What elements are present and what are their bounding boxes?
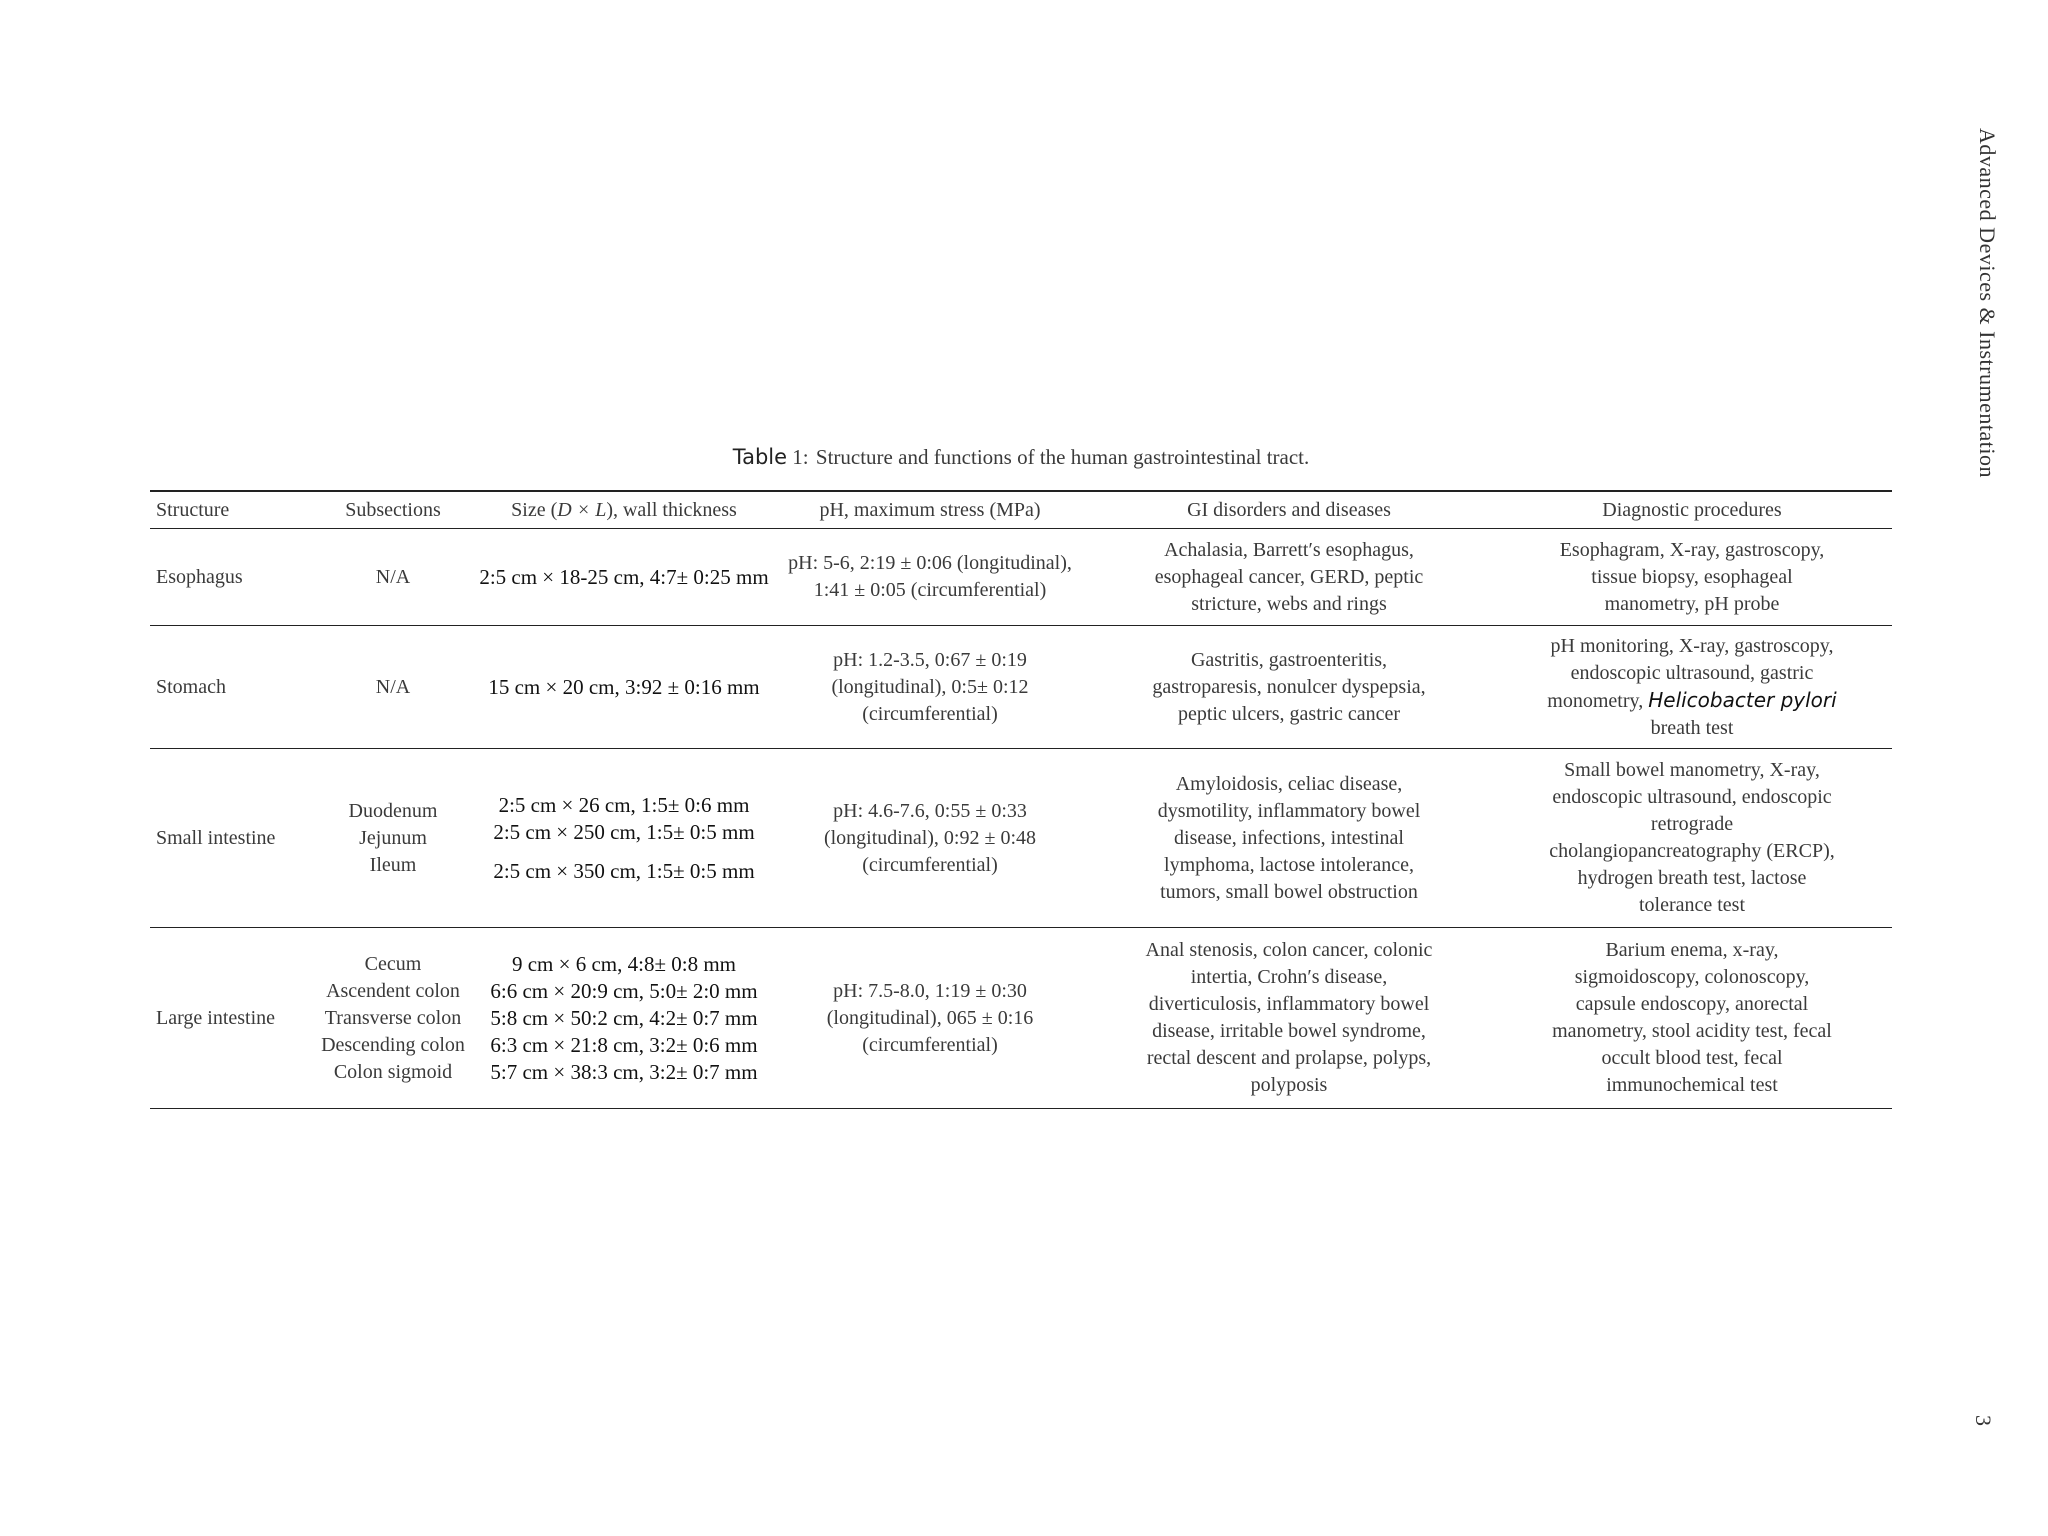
running-head: Advanced Devices & Instrumentation: [1975, 128, 2000, 478]
cell-diagnostics: [1492, 928, 1892, 1109]
disorders-line: peptic ulcers, gastric cancer: [1177, 702, 1401, 725]
disorders-line: esophageal cancer, GERD, peptic: [1154, 565, 1424, 588]
disorders-line: diverticulosis, inflammatory bowel: [1148, 993, 1430, 1015]
cell-disorders: [1086, 928, 1492, 1109]
cell-structure: Large intestine: [150, 928, 312, 1109]
table-row-large-intestine: [150, 928, 1892, 1109]
header-subsections: Subsections: [312, 491, 474, 529]
diagnostics-line: manometry, pH probe: [1604, 592, 1780, 615]
cell-size: [474, 529, 774, 626]
disorders-line: lymphoma, lactose intolerance,: [1164, 853, 1414, 876]
cell-structure: Stomach: [150, 626, 312, 749]
disorders-line: gastroparesis, nonulcer dyspepsia,: [1152, 675, 1426, 698]
diagnostics-line: Esophagram, X-ray, gastroscopy,: [1559, 538, 1825, 561]
diagnostics-line: hydrogen breath test, lactose: [1577, 867, 1807, 889]
page-number: 3: [1971, 1415, 1996, 1426]
cell-ph: [774, 626, 1086, 749]
ph-line: pH: 1.2-3.5, 0:67 ± 0:19: [833, 648, 1027, 671]
header-ph: pH, maximum stress (MPa): [774, 491, 1086, 529]
table-caption-number: 1:: [792, 445, 809, 469]
size-line: 6:3 cm × 21:8 cm, 3:2± 0:6 mm: [490, 1032, 758, 1057]
header-disorders: GI disorders and diseases: [1086, 491, 1492, 529]
cell-disorders: [1086, 749, 1492, 928]
disorders-line: tumors, small bowel obstruction: [1160, 880, 1418, 903]
header-size-suffix: ), wall thickness: [606, 498, 737, 521]
diagnostics-line: immunochemical test: [1606, 1074, 1778, 1096]
ph-line: (circumferential): [862, 853, 998, 876]
subsection-line: Duodenum: [348, 799, 438, 822]
ph-line: (longitudinal), 065 ± 0:16: [826, 1006, 1034, 1029]
table-row-stomach: [150, 626, 1892, 749]
size-line: 5:7 cm × 38:3 cm, 3:2± 0:7 mm: [490, 1059, 758, 1084]
disorders-line: Achalasia, Barrett′s esophagus,: [1164, 538, 1414, 561]
cell-size: [474, 928, 774, 1109]
cell-diagnostics: [1492, 626, 1892, 749]
table-caption: [150, 443, 1892, 471]
cell-diagnostics: [1492, 749, 1892, 928]
disorders-line: Anal stenosis, colon cancer, colonic: [1145, 939, 1433, 961]
spacer: [474, 846, 774, 858]
size-line: 9 cm × 6 cm, 4:8± 0:8 mm: [511, 951, 737, 976]
header-size: [474, 491, 774, 529]
size-line: 6:6 cm × 20:9 cm, 5:0± 2:0 mm: [490, 978, 758, 1003]
size-line: 2:5 cm × 18-25 cm, 4:7± 0:25 mm: [479, 564, 769, 589]
table-row-small-intestine: [150, 749, 1892, 928]
diagnostics-line: tolerance test: [1638, 894, 1746, 916]
subsection-line: Transverse colon: [324, 1006, 462, 1029]
subsection-line: Ileum: [369, 853, 417, 876]
diagnostics-line: manometry, stool acidity test, fecal: [1552, 1020, 1832, 1042]
size-line: 2:5 cm × 250 cm, 1:5± 0:5 mm: [493, 819, 755, 844]
header-size-prefix: Size (: [511, 498, 558, 521]
cell-size: [474, 749, 774, 928]
diagnostics-line: capsule endoscopy, anorectal: [1575, 993, 1809, 1015]
cell-diagnostics: [1492, 529, 1892, 626]
size-line: 5:8 cm × 50:2 cm, 4:2± 0:7 mm: [490, 1005, 758, 1030]
cell-subsections: [312, 749, 474, 928]
cell-size: [474, 626, 774, 749]
size-line: 2:5 cm × 350 cm, 1:5± 0:5 mm: [493, 858, 755, 883]
subsection-line: Cecum: [364, 952, 422, 975]
disorders-line: dysmotility, inflammatory bowel: [1157, 799, 1421, 822]
disorders-line: disease, irritable bowel syndrome,: [1152, 1020, 1426, 1042]
diagnostics-line: retrograde: [1650, 813, 1734, 835]
cell-ph: [774, 749, 1086, 928]
cell-structure: Small intestine: [150, 749, 312, 928]
ph-line: pH: 4.6-7.6, 0:55 ± 0:33: [833, 799, 1027, 822]
disorders-line: intertia, Crohn′s disease,: [1190, 966, 1388, 988]
gi-tract-table: [150, 490, 1892, 1109]
diagnostics-line: cholangiopancreatography (ERCP),: [1549, 840, 1835, 862]
cell-structure: Esophagus: [150, 529, 312, 626]
cell-subsections: N/A: [312, 529, 474, 626]
disorders-line: polyposis: [1250, 1074, 1328, 1096]
size-line: 2:5 cm × 26 cm, 1:5± 0:6 mm: [498, 792, 750, 817]
subsection-line: Ascendent colon: [326, 979, 460, 1002]
diagnostics-species-name: Helicobacter pylori: [1648, 687, 1837, 712]
cell-ph: [774, 928, 1086, 1109]
ph-line: (circumferential): [862, 1033, 998, 1056]
diagnostics-line: Barium enema, x-ray,: [1605, 939, 1779, 961]
table-caption-label: Table: [732, 445, 788, 469]
diagnostics-line: Small bowel manometry, X-ray,: [1564, 759, 1820, 781]
disorders-line: Gastritis, gastroenteritis,: [1190, 648, 1388, 671]
subsection-line: Descending colon: [321, 1033, 465, 1056]
cell-subsections: [312, 928, 474, 1109]
cell-disorders: [1086, 529, 1492, 626]
diagnostics-text: monometry,: [1547, 689, 1644, 712]
cell-subsections: N/A: [312, 626, 474, 749]
ph-line: (circumferential): [862, 702, 998, 725]
diagnostics-line: occult blood test, fecal: [1601, 1047, 1783, 1069]
diagnostics-line: endoscopic ultrasound, endoscopic: [1552, 786, 1832, 808]
disorders-line: rectal descent and prolapse, polyps,: [1146, 1047, 1432, 1069]
ph-line: pH: 5-6, 2:19 ± 0:06 (longitudinal),: [788, 552, 1072, 574]
table-row-esophagus: [150, 529, 1892, 626]
cell-ph: [774, 529, 1086, 626]
diagnostics-line: endoscopic ultrasound, gastric: [1570, 661, 1814, 684]
ph-line: pH: 7.5-8.0, 1:19 ± 0:30: [833, 979, 1027, 1002]
size-line: 15 cm × 20 cm, 3:92 ± 0:16 mm: [488, 674, 760, 699]
diagnostics-line: breath test: [1650, 716, 1734, 739]
table-header-row: [150, 491, 1892, 529]
diagnostics-line: sigmoidoscopy, colonoscopy,: [1574, 966, 1810, 988]
table-caption-text: Structure and functions of the human gastrointestinal tract.: [815, 445, 1310, 469]
ph-line: 1:41 ± 0:05 (circumferential): [813, 579, 1047, 601]
ph-line: (longitudinal), 0:5± 0:12: [831, 675, 1029, 698]
ph-line: (longitudinal), 0:92 ± 0:48: [823, 826, 1037, 849]
diagnostics-line: [1492, 687, 1892, 715]
disorders-line: stricture, webs and rings: [1191, 592, 1387, 615]
subsection-line: Colon sigmoid: [333, 1060, 453, 1083]
subsection-line: Jejunum: [359, 826, 427, 849]
header-size-math: D × L: [557, 498, 607, 521]
disorders-line: disease, infections, intestinal: [1174, 826, 1404, 849]
header-structure: Structure: [150, 491, 312, 529]
cell-disorders: [1086, 626, 1492, 749]
disorders-line: Amyloidosis, celiac disease,: [1175, 772, 1403, 795]
header-diagnostics: Diagnostic procedures: [1492, 491, 1892, 529]
diagnostics-line: pH monitoring, X-ray, gastroscopy,: [1550, 634, 1834, 657]
diagnostics-line: tissue biopsy, esophageal: [1591, 565, 1793, 588]
